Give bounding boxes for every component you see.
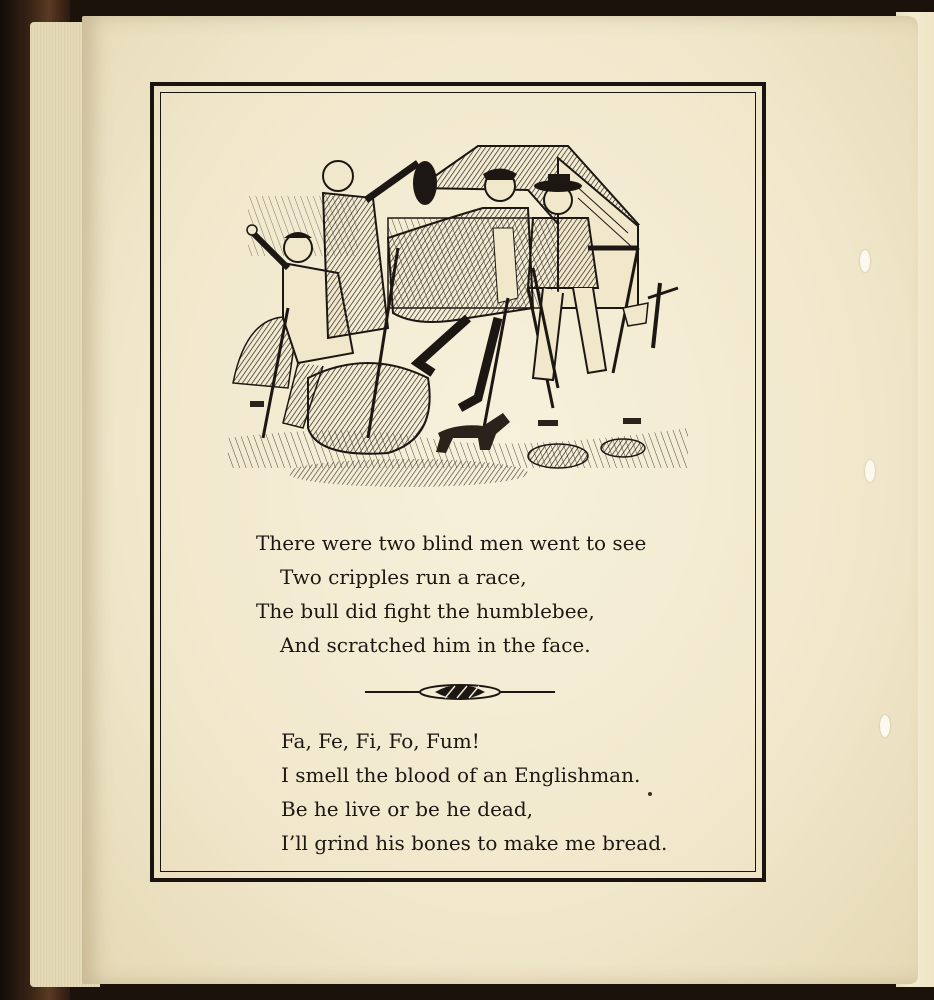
verse-line: Two cripples run a race, — [280, 565, 527, 589]
binding-hole — [865, 460, 875, 482]
binding-hole — [880, 715, 890, 737]
verse-line: I’ll grind his bones to make me bread. — [281, 831, 668, 855]
verse-line: There were two blind men went to see — [256, 531, 647, 555]
verse-line: I smell the blood of an Englishman. — [281, 763, 641, 787]
verse-stanza-1 — [256, 526, 646, 662]
verse-line: Be he live or be he dead, — [281, 797, 534, 821]
ink-speck — [648, 792, 652, 796]
verse-line: Fa, Fe, Fi, Fo, Fum! — [281, 729, 480, 753]
woodcut-illustration — [228, 138, 688, 498]
verse-line: And scratched him in the face. — [280, 633, 591, 657]
verse-line: The bull did fight the humblebee, — [256, 599, 595, 623]
verse-stanza-2 — [281, 724, 667, 860]
binding-hole — [860, 250, 870, 272]
ornament-divider — [365, 680, 555, 704]
